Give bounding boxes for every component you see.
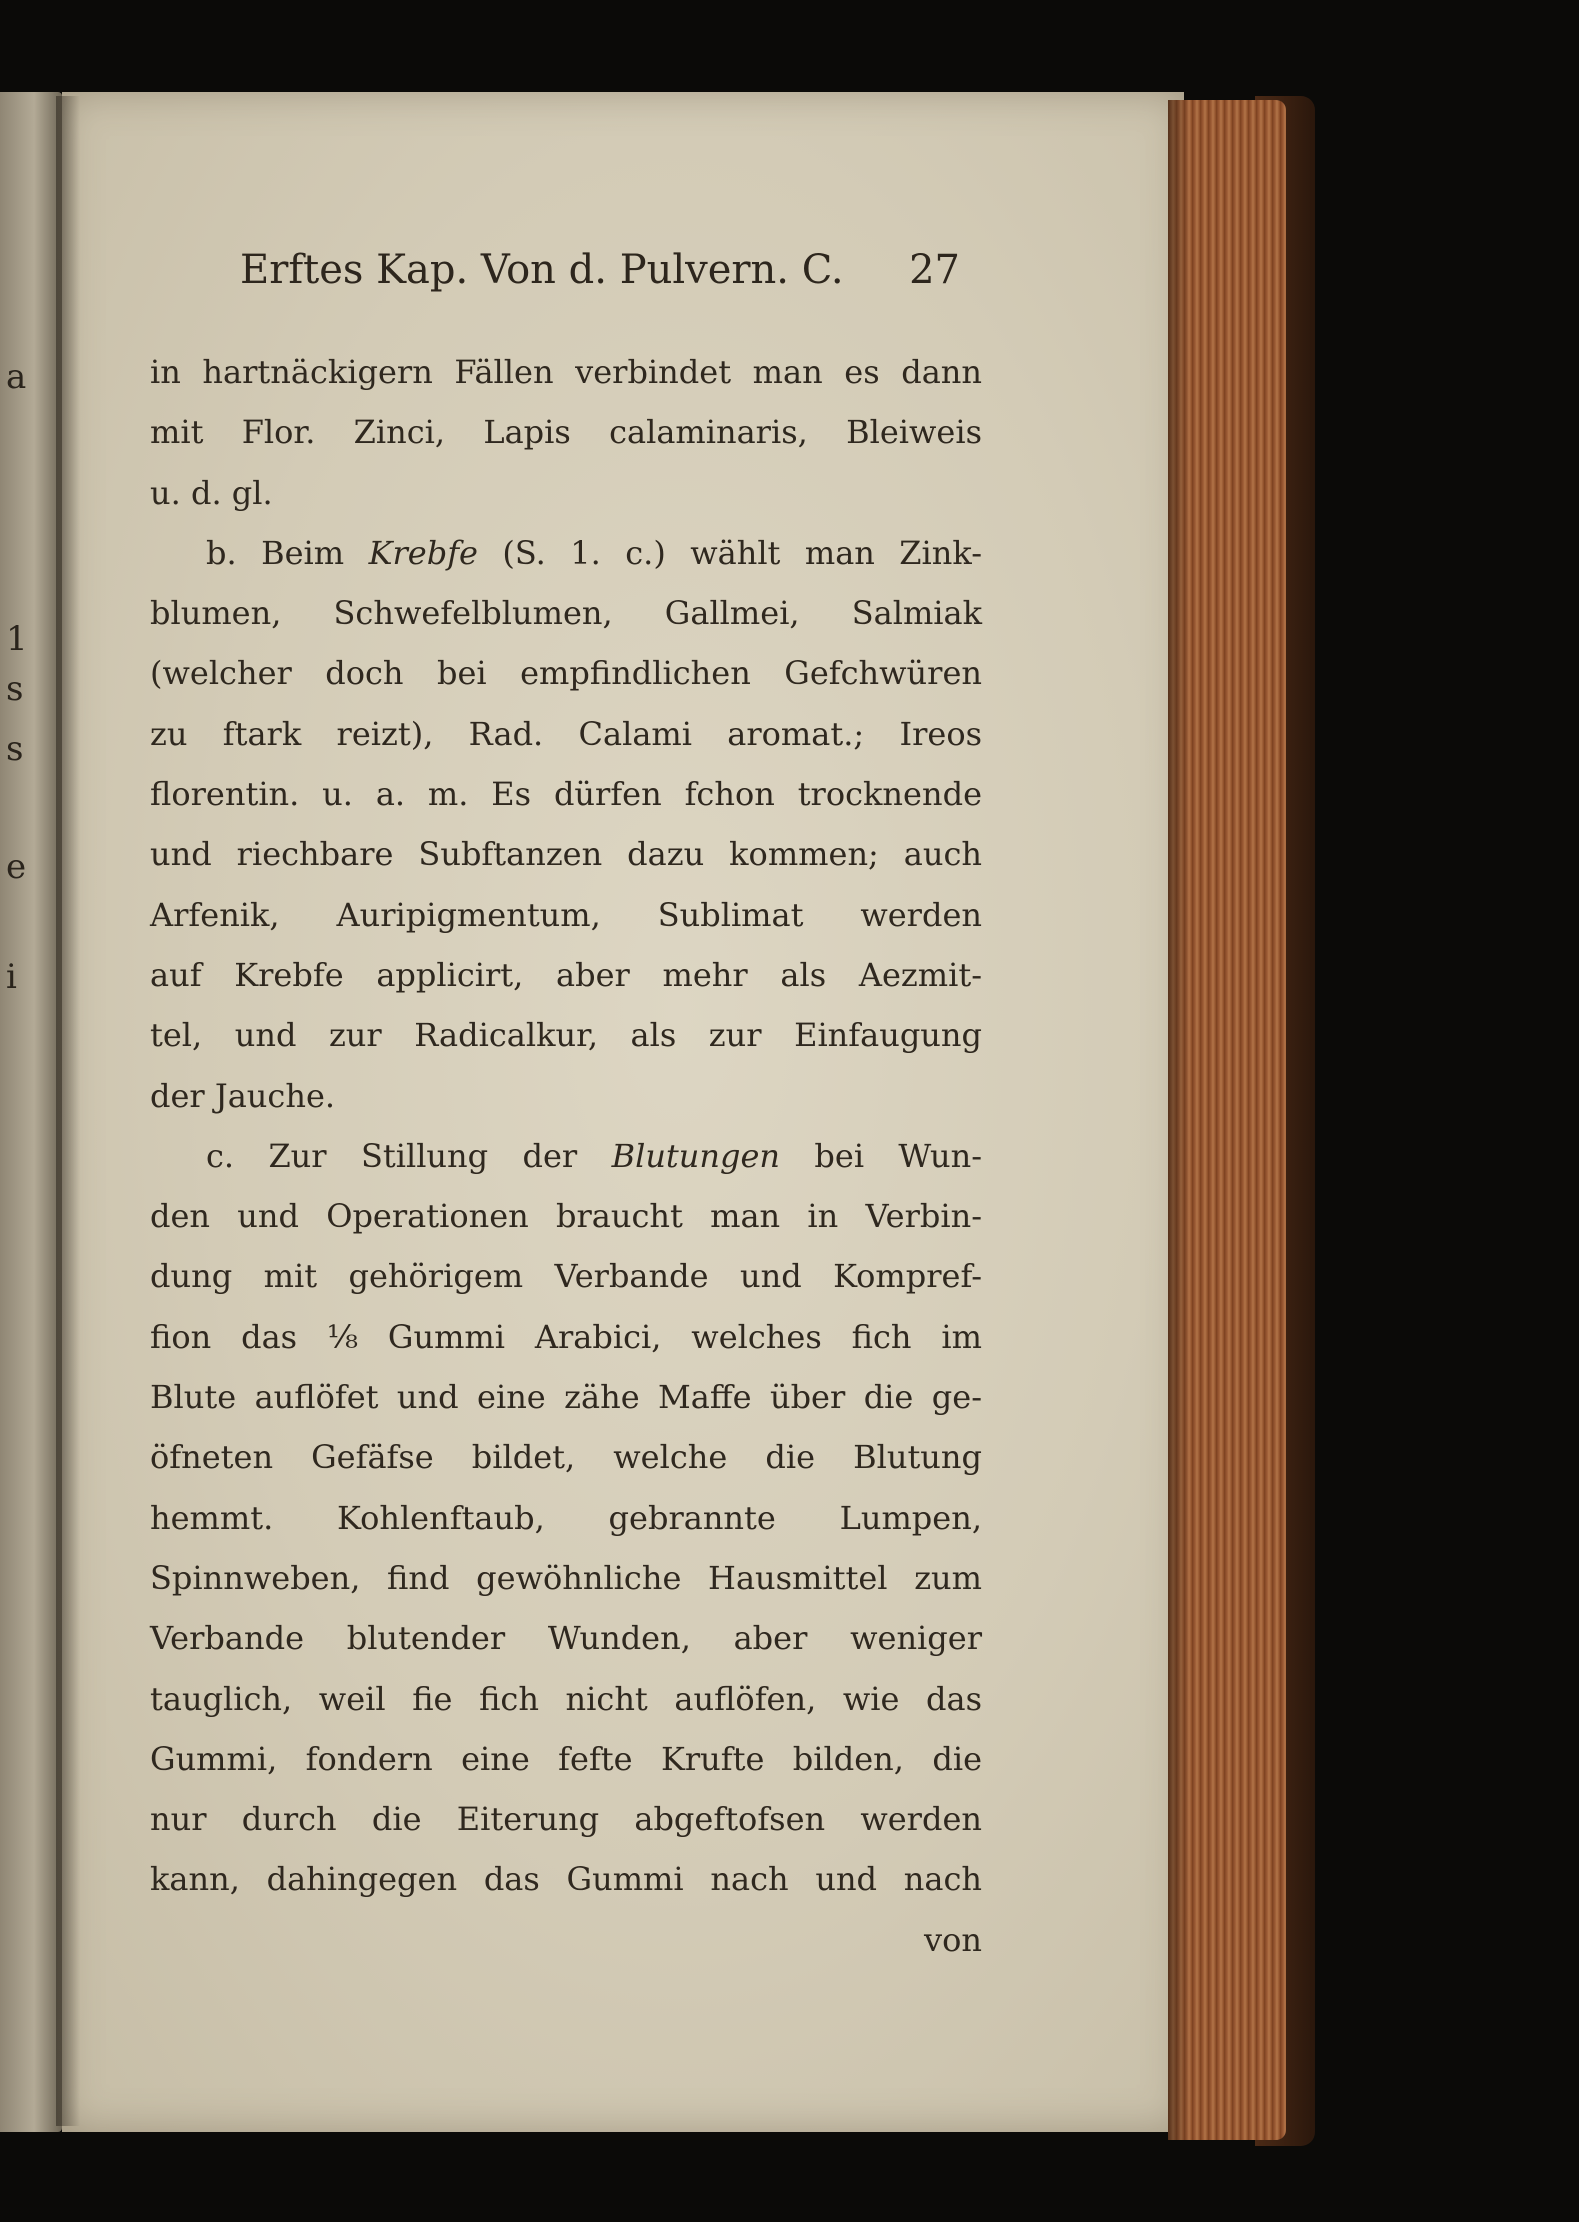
text-line: den und Operationen braucht man in Verbin- <box>150 1197 982 1236</box>
text-line: u. d. gl. <box>150 473 273 512</box>
running-head: Erftes Kap. Von d. Pulvern. C. <box>240 247 844 293</box>
text-segment: bei Wun- <box>814 1136 983 1175</box>
page-header <box>240 240 960 300</box>
italic-term: Krebfe <box>368 533 478 572</box>
text-line: Verbande blutender Wunden, aber weniger <box>150 1619 982 1658</box>
text-line: öfneten Gefäfse bildet, welche die Blutung <box>150 1438 982 1477</box>
gutter-shadow <box>56 96 80 2126</box>
page-edge-shadow <box>1168 100 1190 2140</box>
catchword: von <box>924 1920 982 1959</box>
prev-page-fragment: e <box>6 847 27 887</box>
text-line: tel, und zur Radicalkur, als zur Einfaugung <box>150 1016 982 1055</box>
text-line: florentin. u. a. m. Es dürfen fchon trocknende <box>150 775 982 814</box>
text-segment: b. Beim <box>206 533 345 572</box>
text-line: fion das ⅛ Gummi Arabici, welches fich im <box>150 1317 982 1356</box>
previous-page-edge <box>0 92 62 2132</box>
text-line: in hartnäckigern Fällen verbindet man es dann <box>150 353 982 391</box>
text-line: kann, dahingegen das Gummi nach und nach <box>150 1860 982 1899</box>
prev-page-fragment: 1 <box>6 619 28 659</box>
text-line: Arfenik, Auripigmentum, Sublimat werden <box>150 895 982 934</box>
body-text <box>150 342 982 1970</box>
text-line: nur durch die Eiterung abgeftofsen werden <box>150 1800 982 1839</box>
text-line: und riechbare Subftanzen dazu kommen; auch <box>150 835 982 874</box>
text-line: Gummi, fondern eine fefte Krufte bilden, die <box>150 1739 982 1778</box>
italic-term: Blutungen <box>611 1136 781 1175</box>
text-line: Blute auflöfet und eine zähe Maffe über die ge- <box>150 1378 982 1417</box>
text-line: mit Flor. Zinci, Lapis calaminaris, Bleiweis <box>150 413 982 452</box>
text-line <box>150 523 982 583</box>
text-line: Spinnweben, find gewöhnliche Hausmittel zum <box>150 1558 982 1597</box>
page-number: 27 <box>909 247 960 293</box>
text-line: hemmt. Kohlenftaub, gebrannte Lumpen, <box>150 1498 982 1537</box>
prev-page-fragment: a <box>6 357 27 397</box>
text-segment: c. Zur Stillung der <box>206 1136 578 1175</box>
prev-page-fragment: s <box>6 729 24 769</box>
text-line: der Jauche. <box>150 1076 336 1115</box>
prev-page-fragment: i <box>6 957 17 997</box>
text-segment: (S. 1. c.) wählt man Zink- <box>502 533 983 572</box>
text-line: auf Krebfe applicirt, aber mehr als Aezmit- <box>150 955 982 994</box>
text-line: blumen, Schwefelblumen, Gallmei, Salmiak <box>150 594 982 633</box>
text-line: dung mit gehörigem Verbande und Kompref- <box>150 1257 982 1296</box>
prev-page-fragment: s <box>6 669 24 709</box>
text-line <box>150 1126 982 1186</box>
text-line: (welcher doch bei empfindlichen Gefchwüren <box>150 654 982 693</box>
text-line: tauglich, weil fie fich nicht auflöfen, wie das <box>150 1679 982 1718</box>
text-line: zu ftark reizt), Rad. Calami aromat.; Ireos <box>150 714 982 753</box>
